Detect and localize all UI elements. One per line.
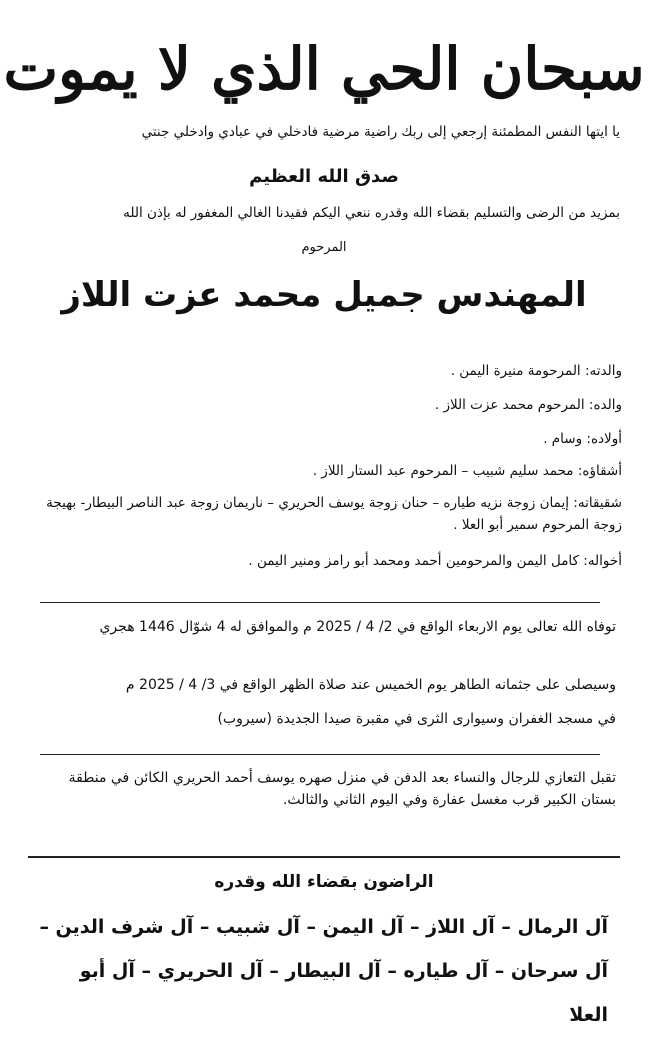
death-notice: توفاه الله تعالى يوم الاربعاء الواقع في 2/ 4 / 2025 م والموافق له 4 شوّال 1446 هجري	[99, 619, 616, 635]
family-value: كامل اليمن والمرحومين أحمد ومحمد أبو رامز ومنير اليمن .	[248, 553, 579, 569]
deceased-prefix: المرحوم	[301, 240, 347, 255]
family-row-uncles	[32, 552, 622, 571]
family-row-brothers	[32, 462, 622, 481]
mourners-title: الراضون بقضاء الله وقدره	[214, 872, 434, 892]
family-label: شقيقاته:	[573, 495, 622, 511]
condolences-notice: تقبل التعازي للرجال والنساء بعد الدفن في منزل صهره يوسف أحمد الحريري الكائن في منطقة بستان الكبير قرب مغسل عفارة وفي اليوم الثاني والثالث.	[68, 770, 616, 808]
announcement-text: بمزيد من الرضى والتسليم بقضاء الله وقدره ننعي اليكم فقيدنا الغالي المغفور له بإذن الله	[123, 205, 620, 221]
family-value: إيمان زوجة نزيه طياره – حنان زوجة يوسف الحريري – ناريمان زوجة عبد الناصر البيطار- بهيجة زوجة المرحوم سمير أبو العلا .	[46, 495, 622, 533]
family-value: وسام .	[543, 431, 583, 447]
divider	[40, 754, 600, 755]
family-row-father	[32, 396, 622, 415]
header-calligraphy: سبحان الحي الذي لا يموت	[3, 35, 645, 103]
deceased-name: المهندس جميل محمد عزت اللاز	[61, 275, 587, 315]
family-row-mother	[32, 362, 622, 381]
family-label: والده:	[588, 397, 622, 413]
family-label: أولاده:	[586, 431, 622, 447]
verse-closing: صدق الله العظيم	[249, 166, 399, 187]
family-label: أخواله:	[583, 553, 622, 569]
divider	[40, 602, 600, 603]
family-row-sisters	[32, 492, 622, 536]
quran-verse: يا ايتها النفس المطمئنة إرجعي إلى ربك راضية مرضية فادخلي في عبادي وادخلي جنتي	[141, 124, 620, 140]
divider	[28, 856, 620, 858]
funeral-line-1: وسيصلى على جثمانه الطاهر يوم الخميس عند صلاة الظهر الواقع في 3/ 4 / 2025 م	[125, 677, 616, 693]
family-label: أشقاؤه:	[577, 463, 622, 479]
funeral-line-2: في مسجد الغفران وسيوارى الثرى في مقبرة صيدا الجديدة (سيروب)	[217, 711, 616, 727]
funeral-notice	[42, 672, 616, 732]
family-value: محمد سليم شبيب – المرحوم عبد الستار اللاز .	[312, 463, 574, 479]
family-value: المرحومة منيرة اليمن .	[450, 363, 581, 379]
mourning-families: آل الرمال – آل اللاز – آل اليمن – آل شبيب – آل شرف الدين – آل سرحان – آل طياره – آل البيطار – آل الحريري – آل أبو العلا	[39, 916, 608, 1026]
family-label: والدته:	[584, 363, 622, 379]
family-row-children	[32, 430, 622, 449]
family-value: المرحوم محمد عزت اللاز .	[434, 397, 585, 413]
